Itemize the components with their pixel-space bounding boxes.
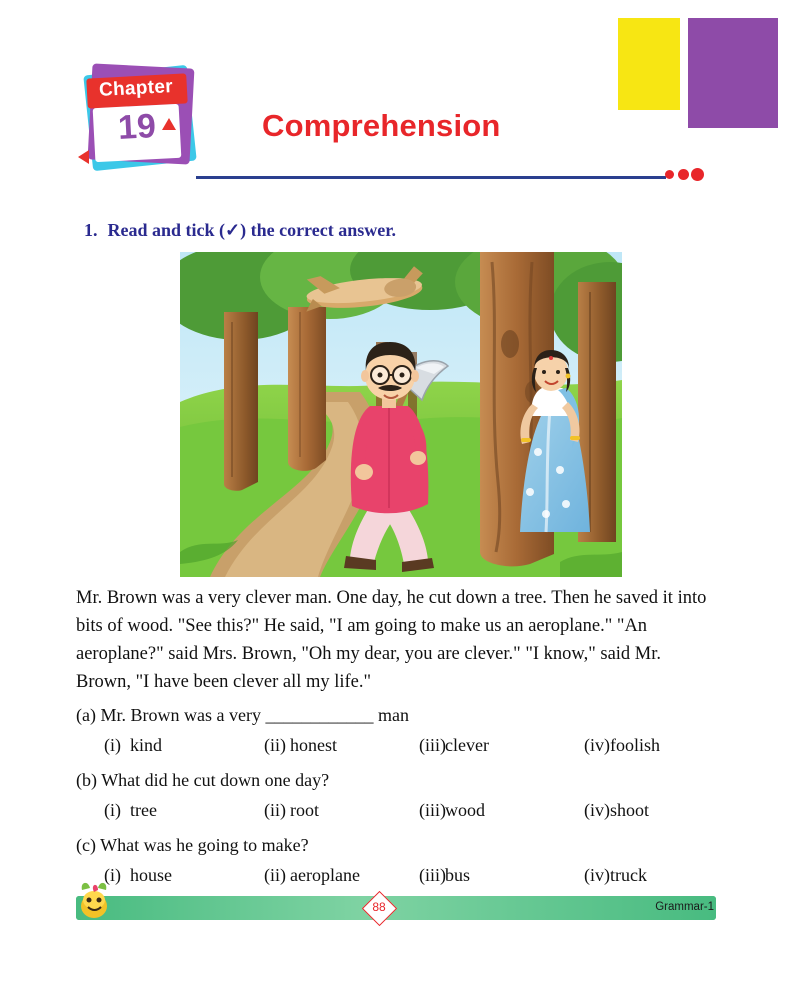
question-list bbox=[76, 700, 736, 895]
option-roman: (iv) bbox=[584, 865, 610, 885]
question-text: What did he cut down one day? bbox=[101, 770, 330, 790]
reading-passage: Mr. Brown was a very clever man. One day, he cut down a tree. Then he saved it into bits of wood. "See this?" He said, "I am going to make us an aeroplane." "An aeroplane?" said Mrs. Brown, "Oh my dear, you are clever." "I know," said Mr. Brown, "I have been clever all my life." bbox=[76, 588, 707, 692]
divider-dot-icon bbox=[691, 168, 704, 181]
option-row bbox=[76, 860, 736, 891]
option-label: bus bbox=[445, 865, 471, 885]
question-marker: (a) bbox=[76, 705, 96, 725]
title-divider bbox=[196, 176, 666, 179]
option-label: kind bbox=[130, 735, 163, 755]
option-label: root bbox=[290, 800, 319, 820]
question-item bbox=[76, 765, 736, 826]
triangle-icon bbox=[162, 118, 176, 130]
chapter-badge bbox=[86, 62, 196, 172]
option-label: clever bbox=[445, 735, 489, 755]
option-roman: (ii) bbox=[264, 735, 286, 755]
illustration-svg bbox=[180, 252, 622, 577]
question-item bbox=[76, 700, 736, 761]
option-label: tree bbox=[130, 800, 157, 820]
option-roman: (ii) bbox=[264, 865, 286, 885]
question-stem bbox=[76, 830, 736, 860]
divider-dot-icon bbox=[678, 169, 689, 180]
option-roman: (i) bbox=[104, 735, 121, 755]
chapter-number: 19 bbox=[117, 107, 157, 147]
mascot-icon bbox=[72, 880, 116, 920]
option-roman: (i) bbox=[104, 865, 121, 885]
option-label: honest bbox=[290, 735, 337, 755]
option-choice[interactable] bbox=[419, 795, 584, 826]
option-choice[interactable] bbox=[419, 730, 584, 761]
option-choice[interactable] bbox=[104, 860, 264, 891]
option-label: house bbox=[130, 865, 172, 885]
chapter-label: Chapter bbox=[98, 76, 174, 101]
question-text: What was he going to make? bbox=[100, 835, 309, 855]
option-roman: (ii) bbox=[264, 800, 286, 820]
option-roman: (i) bbox=[104, 800, 121, 820]
option-choice[interactable] bbox=[104, 795, 264, 826]
page-number-badge bbox=[364, 893, 394, 923]
option-roman: (iii) bbox=[419, 800, 446, 820]
question-marker: (c) bbox=[76, 835, 96, 855]
page-number: 88 bbox=[372, 900, 386, 914]
question-stem bbox=[76, 765, 736, 795]
option-row bbox=[76, 795, 736, 826]
option-label: wood bbox=[445, 800, 485, 820]
exercise-number: 1. bbox=[84, 220, 98, 240]
option-roman: (iii) bbox=[419, 865, 446, 885]
option-label: shoot bbox=[610, 800, 650, 820]
option-label: foolish bbox=[610, 735, 661, 755]
arrow-left-icon bbox=[78, 150, 89, 164]
option-choice[interactable] bbox=[104, 730, 264, 761]
option-choice[interactable] bbox=[264, 860, 419, 891]
option-roman: (iv) bbox=[584, 800, 610, 820]
question-text: Mr. Brown was a very ____________ man bbox=[100, 705, 409, 725]
corner-decoration bbox=[618, 18, 778, 128]
option-choice[interactable] bbox=[264, 730, 419, 761]
question-marker: (b) bbox=[76, 770, 97, 790]
option-label: truck bbox=[610, 865, 647, 885]
exercise-instruction: Read and tick (✓) the correct answer. bbox=[107, 220, 397, 240]
option-choice[interactable] bbox=[419, 860, 584, 891]
story-illustration bbox=[178, 250, 624, 579]
option-choice[interactable] bbox=[264, 795, 419, 826]
option-roman: (iii) bbox=[419, 735, 446, 755]
option-label: aeroplane bbox=[290, 865, 360, 885]
yellow-block-icon bbox=[618, 18, 680, 110]
divider-dot-icon bbox=[665, 170, 674, 179]
option-roman: (iv) bbox=[584, 735, 610, 755]
page-title: Comprehension bbox=[262, 108, 501, 143]
question-stem bbox=[76, 700, 736, 730]
option-choice[interactable] bbox=[584, 730, 724, 761]
exercise-heading bbox=[84, 220, 396, 241]
question-item bbox=[76, 830, 736, 891]
purple-block-icon bbox=[688, 18, 778, 128]
book-label: Grammar-1 bbox=[655, 901, 714, 913]
option-row bbox=[76, 730, 736, 761]
option-choice[interactable] bbox=[584, 795, 724, 826]
option-choice[interactable] bbox=[584, 860, 724, 891]
